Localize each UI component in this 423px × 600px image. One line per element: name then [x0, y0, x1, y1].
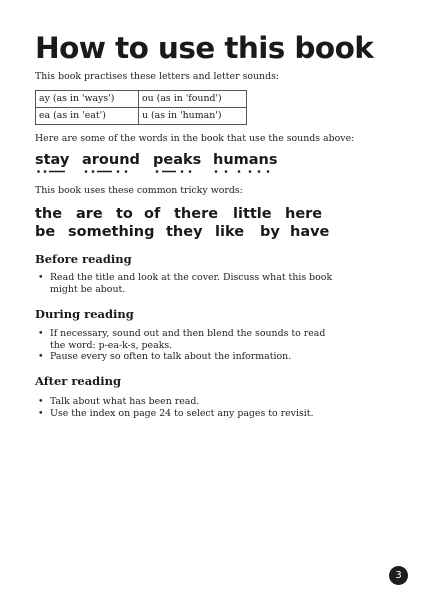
words-intro-text: Here are some of the words in the book that use the sounds above: [35, 133, 355, 144]
sound-dot [181, 170, 184, 173]
during-reading-list [35, 328, 325, 363]
bullet-icon: • [38, 407, 44, 419]
sound-dot [215, 170, 218, 173]
tricky-word: little [233, 206, 272, 222]
list-item-line: Talk about what has been read. [50, 396, 200, 407]
sound-dot [258, 170, 261, 173]
sound-dot [189, 170, 192, 173]
tricky-word: to [116, 206, 133, 222]
page-number-badge: 3 [389, 566, 408, 585]
tricky-word: be [35, 224, 56, 240]
after-reading-list [35, 396, 314, 419]
tricky-words-row-1 [35, 205, 322, 223]
sound-dot [37, 170, 40, 173]
tricky-word: something [68, 224, 155, 240]
tricky-word: by [260, 224, 280, 240]
list-item [35, 408, 314, 420]
list-item-line: Read the title and look at the cover. Discuss what this book [50, 272, 333, 283]
list-item-line: might be about. [50, 283, 126, 295]
sound-dot [249, 170, 252, 173]
tricky-word: are [76, 206, 103, 222]
sound-dot [92, 170, 95, 173]
tricky-word: there [174, 206, 219, 222]
sound-dot [238, 170, 241, 173]
tricky-word: the [35, 206, 63, 222]
bullet-icon: • [38, 396, 44, 407]
list-item-line: Pause every so often to talk about the information. [50, 351, 292, 362]
tricky-words-row-2 [35, 223, 329, 241]
table-cell: u (as in 'human') [139, 108, 247, 125]
sound-word: stay [35, 152, 70, 168]
sound-word: humans [213, 152, 278, 168]
tricky-word: they [166, 224, 203, 240]
table-cell: ou (as in 'found') [139, 91, 247, 108]
tricky-word: here [285, 206, 323, 222]
table-cell: ea (as in 'eat') [36, 108, 139, 125]
sound-dot [44, 170, 47, 173]
page-title: How to use this book [35, 31, 374, 65]
tricky-word: have [290, 224, 330, 240]
section-heading-after-reading: After reading [35, 374, 121, 388]
sound-word: around [82, 152, 140, 168]
sound-dot [225, 170, 228, 173]
bullet-icon: • [38, 328, 44, 339]
bullet-icon: • [38, 351, 44, 362]
tricky-word: of [144, 206, 161, 222]
sound-word: peaks [153, 152, 202, 168]
section-heading-before-reading: Before reading [35, 252, 132, 266]
table-cell: ay (as in 'ways') [36, 91, 139, 108]
list-item-line: Use the index on page 24 to select any pages to revisit. [50, 407, 314, 419]
before-reading-list [35, 272, 332, 295]
list-item [35, 272, 332, 295]
list-item [35, 396, 314, 408]
sound-dot [267, 170, 270, 173]
sound-dot [117, 170, 120, 173]
bullet-icon: • [38, 272, 44, 283]
sound-dot [156, 170, 159, 173]
list-item-line: If necessary, sound out and then blend the sounds to read [50, 328, 326, 339]
sound-dot [85, 170, 88, 173]
intro-text: This book practises these letters and letter sounds: [35, 71, 280, 82]
sound-dot [125, 170, 128, 173]
list-item-line: the word: p-ea-k-s, peaks. [50, 339, 173, 351]
list-item [35, 351, 325, 363]
list-item [35, 328, 325, 351]
tricky-intro-text: This book uses these common tricky words: [35, 185, 243, 196]
tricky-word: like [215, 224, 245, 240]
section-heading-during-reading: During reading [35, 307, 134, 321]
